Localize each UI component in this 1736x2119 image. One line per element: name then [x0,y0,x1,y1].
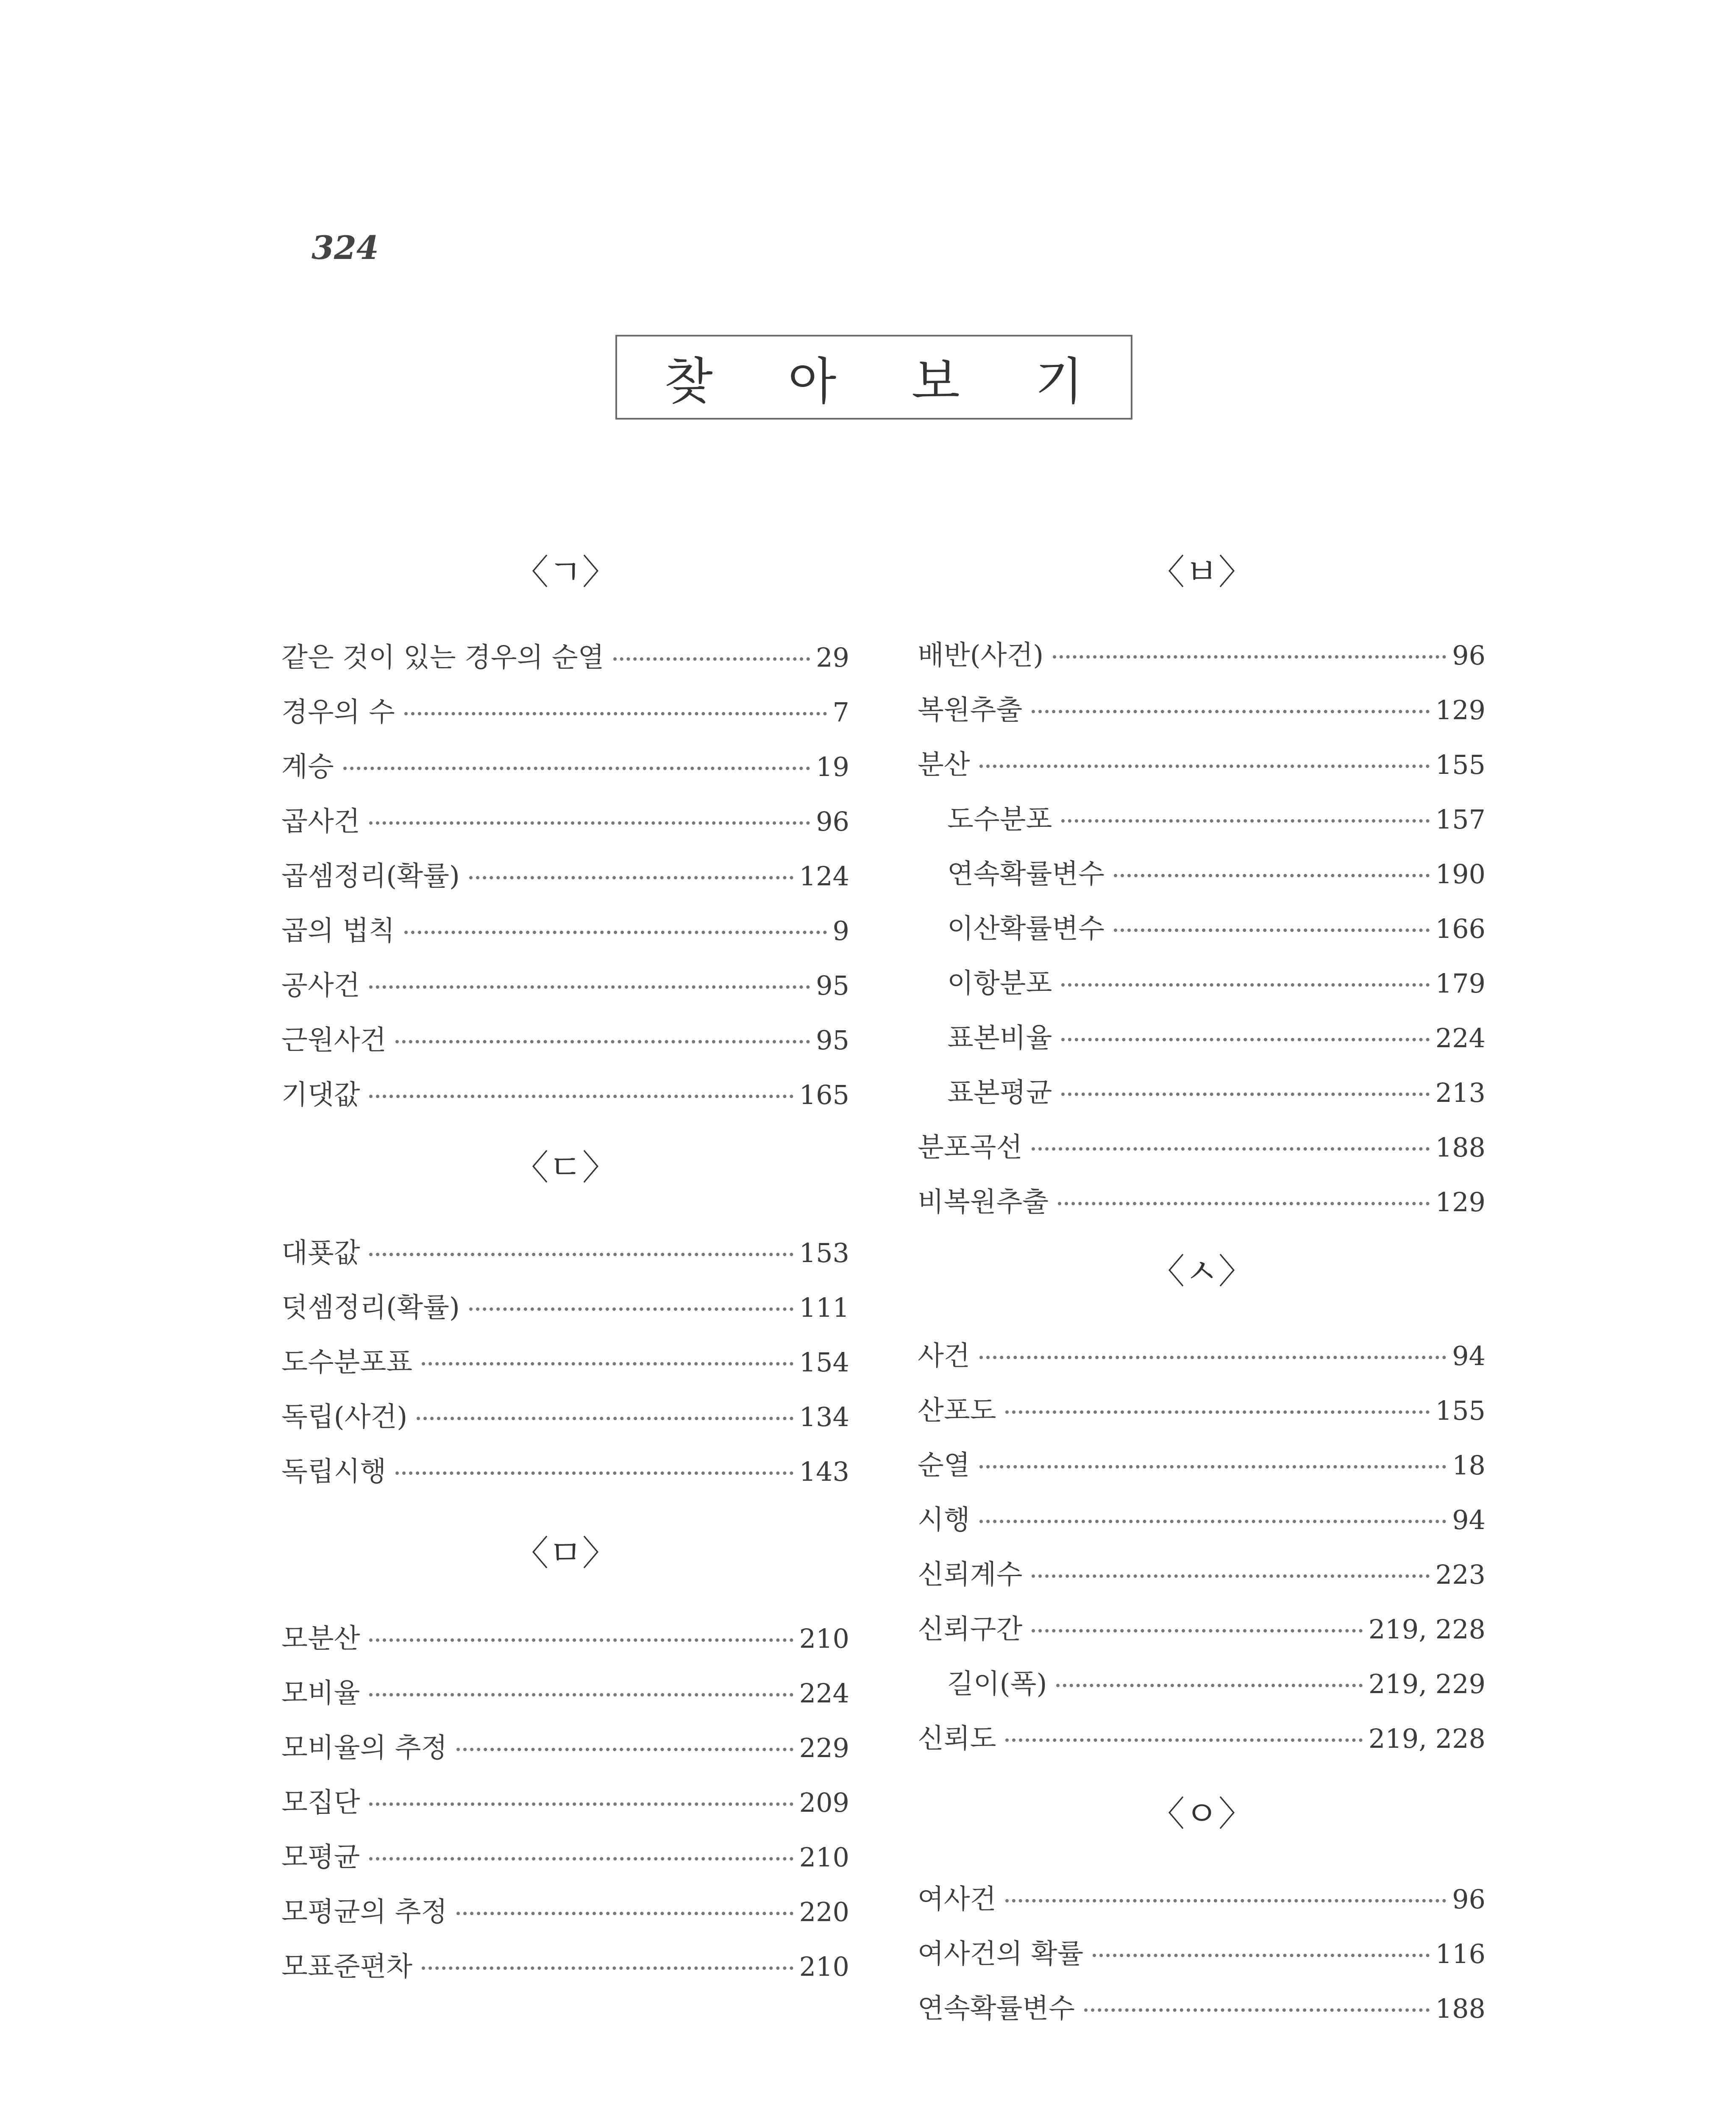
page-reference: 134 [799,1402,849,1432]
index-entry [281,1286,849,1326]
index-term: 기댓값 [281,1079,360,1111]
index-entry [918,907,1486,948]
page-reference: 210 [799,1623,849,1654]
dot-leader [369,1638,793,1642]
dot-leader [1005,1738,1362,1742]
index-term: 여사건 [918,1884,996,1915]
index-entry [281,1671,849,1712]
section-heading: 〈ㄷ〉 [514,1148,617,1188]
dot-leader [1061,819,1429,823]
page-reference: 95 [816,1025,849,1056]
section-heading: 〈ㅂ〉 [1150,552,1253,592]
index-term: 연속확률변수 [918,1993,1075,2024]
page-reference: 94 [1452,1504,1486,1535]
index-entry [918,1717,1486,1757]
dot-leader [1084,2008,1430,2012]
page-reference: 95 [816,970,849,1001]
page-reference: 157 [1435,804,1486,835]
index-term: 곱사건 [281,806,360,837]
page-reference: 29 [816,642,849,673]
page-reference: 229 [799,1732,849,1763]
index-entry [281,964,849,1004]
index-title-box [615,335,1132,420]
index-term: 여사건의 확률 [918,1938,1084,1970]
dot-leader [422,1362,793,1365]
index-entry [281,1835,849,1876]
page-number: 324 [312,229,379,267]
page-reference: 124 [799,861,849,892]
page-reference: 96 [1452,640,1486,671]
dot-leader [1032,1147,1429,1151]
page-reference: 190 [1435,859,1486,890]
index-entry [918,1662,1486,1703]
page-reference: 153 [799,1237,849,1268]
index-entry [281,854,849,895]
index-entry [281,909,849,950]
index-term: 독립시행 [281,1456,387,1488]
page-reference: 19 [816,751,849,782]
dot-leader [1061,1093,1429,1096]
index-term: 모평균의 추정 [281,1897,448,1928]
dot-leader [369,1253,793,1256]
index-entry [281,1340,849,1381]
page-reference: 220 [799,1897,849,1927]
index-term: 표본비율 [947,1023,1052,1054]
page-reference: 94 [1452,1340,1486,1371]
dot-leader [404,931,827,934]
index-entry [918,1443,1486,1484]
index-term: 모비율 [281,1678,360,1709]
page-reference: 188 [1435,1132,1486,1163]
dot-leader [395,1040,810,1043]
index-term: 신뢰도 [918,1723,996,1755]
dot-leader [1058,1202,1430,1205]
index-term: 순열 [918,1450,970,1481]
index-entry [918,1553,1486,1593]
section-heading: 〈ㅅ〉 [1150,1251,1253,1292]
index-term: 근원사건 [281,1025,387,1056]
index-entry [918,1071,1486,1112]
page-reference: 165 [799,1079,849,1110]
dot-leader [979,1520,1446,1523]
page-reference: 155 [1435,749,1486,780]
index-entry [918,1498,1486,1539]
index-term: 대푯값 [281,1237,360,1269]
index-entry [281,1617,849,1657]
index-entry [281,1781,849,1821]
dot-leader [1093,1954,1429,1957]
page-reference: 116 [1435,1938,1486,1969]
dot-leader [369,1802,793,1806]
page-reference: 111 [799,1292,849,1323]
dot-leader [979,1356,1446,1359]
index-entry [281,1726,849,1767]
index-entry [918,1987,1486,2027]
dot-leader [1032,1574,1429,1578]
page-reference: 188 [1435,1993,1486,2024]
dot-leader [343,767,810,770]
dot-leader [1061,1038,1429,1041]
index-term: 복원추출 [918,695,1023,726]
index-entry [918,688,1486,729]
page-reference: 224 [799,1678,849,1709]
index-term: 경우의 수 [281,697,395,728]
index-title: 찾 아 보 기 [664,352,1113,411]
index-term: 분포곡선 [918,1132,1023,1163]
index-term: 표본평균 [947,1077,1052,1109]
page-reference: 143 [799,1456,849,1487]
section-heading: 〈ㄱ〉 [514,552,617,592]
index-term: 길이(폭) [947,1669,1047,1700]
index-term: 연속확률변수 [947,859,1104,890]
page-reference: 219, 228 [1368,1614,1486,1645]
page-reference: 96 [816,806,849,837]
dot-leader [1114,929,1430,932]
dot-leader [456,1912,793,1915]
index-term: 배반(사건) [918,640,1044,671]
index-entry [918,1932,1486,1973]
index-entry [281,1890,849,1931]
dot-leader [469,1307,793,1311]
dot-leader [417,1417,793,1420]
page-reference: 219, 228 [1368,1723,1486,1754]
index-entry [281,1018,849,1059]
dot-leader [369,985,810,989]
dot-leader [1032,1629,1363,1632]
index-term: 도수분포 [947,804,1052,835]
index-entry [918,1877,1486,1918]
dot-leader [979,1465,1446,1468]
index-term: 신뢰계수 [918,1559,1023,1591]
page-reference: 209 [799,1787,849,1818]
page-reference: 18 [1452,1450,1486,1481]
page-reference: 9 [832,915,849,946]
page-reference: 7 [832,697,849,728]
index-term: 모집단 [281,1787,360,1819]
index-term: 곱셈정리(확률) [281,861,460,892]
dot-leader [369,1857,793,1860]
index-term: 모표준편차 [281,1951,413,1983]
index-entry [918,852,1486,893]
page-reference: 129 [1435,1187,1486,1218]
index-entry [281,690,849,731]
index-term: 같은 것이 있는 경우의 순열 [281,642,604,673]
index-entry [281,745,849,786]
index-entry [918,1389,1486,1429]
dot-leader [369,1095,793,1098]
index-term: 이항분포 [947,968,1052,999]
index-entry [281,1945,849,1986]
index-entry [918,962,1486,1002]
dot-leader [404,712,827,715]
page-reference: 219, 229 [1368,1669,1486,1699]
index-term: 도수분포표 [281,1347,413,1378]
index-entry [918,1126,1486,1166]
page-reference: 223 [1435,1559,1486,1590]
index-term: 사건 [918,1340,970,1372]
index-term: 곱의 법칙 [281,915,395,947]
page-reference: 210 [799,1842,849,1873]
dot-leader [1114,874,1430,877]
index-term: 계승 [281,751,334,783]
dot-leader [469,876,793,879]
index-term: 이산확률변수 [947,913,1104,945]
index-entry [281,1450,849,1491]
page-reference: 96 [1452,1884,1486,1915]
index-term: 시행 [918,1504,970,1536]
section-heading: 〈ㅇ〉 [1150,1794,1253,1834]
page-reference: 224 [1435,1023,1486,1054]
dot-leader [422,1966,793,1970]
dot-leader [1053,655,1446,659]
index-entry [918,1334,1486,1375]
dot-leader [369,1693,793,1696]
dot-leader [369,821,810,825]
index-term: 모비율의 추정 [281,1732,448,1764]
page-reference: 154 [799,1347,849,1378]
index-entry [918,1180,1486,1221]
page-reference: 129 [1435,695,1486,726]
page-reference: 166 [1435,913,1486,944]
dot-leader [395,1471,793,1475]
dot-leader [1005,1899,1446,1902]
index-entry [918,743,1486,784]
index-term: 모분산 [281,1623,360,1655]
dot-leader [613,657,810,661]
page-reference: 155 [1435,1395,1486,1426]
section-heading: 〈ㅁ〉 [514,1533,617,1574]
index-entry [918,1016,1486,1057]
index-entry [281,1231,849,1272]
page-reference: 213 [1435,1077,1486,1108]
index-entry [918,798,1486,838]
index-term: 덧셈정리(확률) [281,1292,460,1324]
index-entry [918,1607,1486,1648]
index-term: 모평균 [281,1842,360,1873]
index-term: 신뢰구간 [918,1614,1023,1645]
dot-leader [979,765,1430,768]
index-term: 독립(사건) [281,1402,408,1433]
dot-leader [1061,983,1429,987]
index-entry [281,800,849,840]
index-term: 분산 [918,749,970,781]
index-term: 산포도 [918,1395,996,1427]
page-reference: 210 [799,1951,849,1982]
dot-leader [456,1748,793,1751]
index-entry [281,1073,849,1114]
index-entry [281,1395,849,1436]
page-reference: 179 [1435,968,1486,999]
index-entry [918,634,1486,674]
dot-leader [1005,1410,1429,1414]
dot-leader [1032,710,1429,713]
index-term: 비복원추출 [918,1187,1049,1218]
index-entry [281,636,849,676]
index-term: 공사건 [281,970,360,1001]
dot-leader [1056,1684,1362,1687]
